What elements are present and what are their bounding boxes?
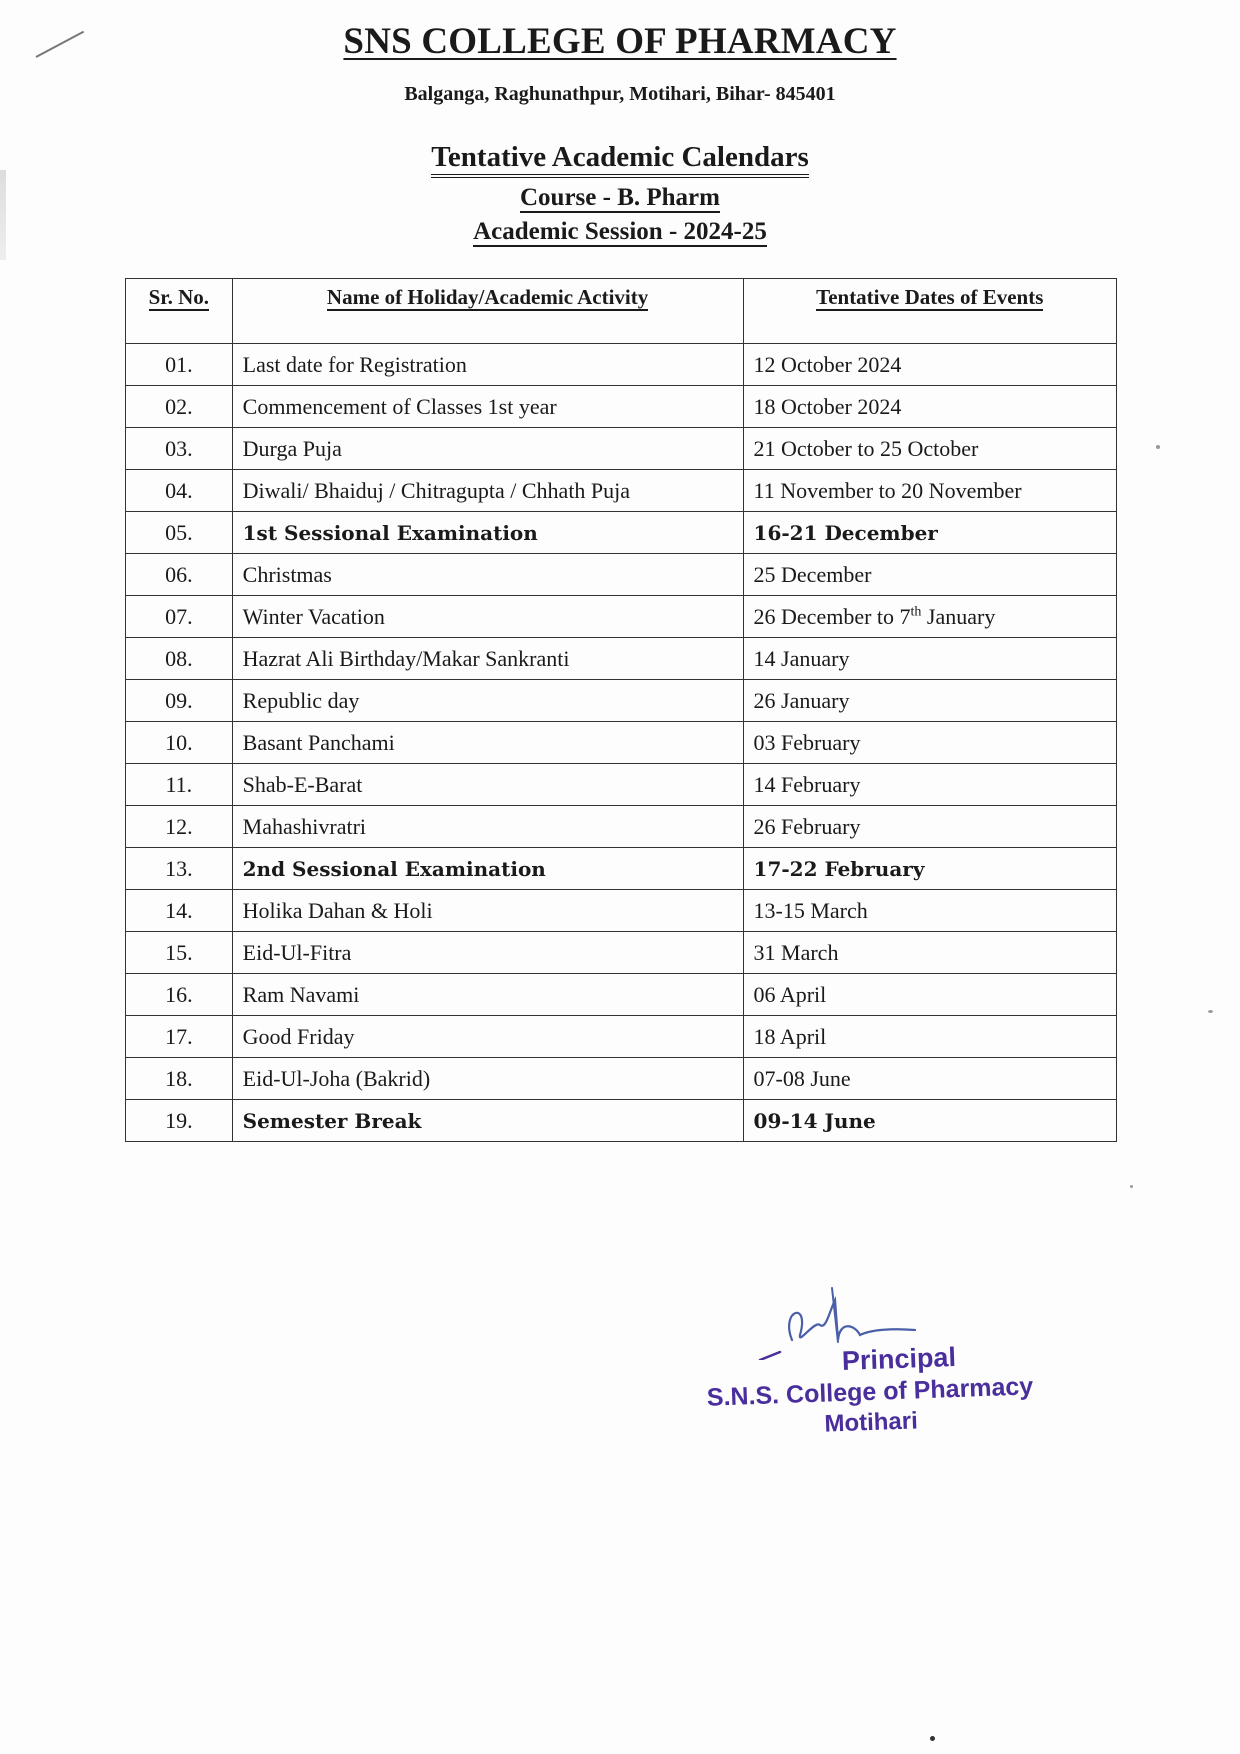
college-name: SNS COLLEGE OF PHARMACY <box>343 21 897 62</box>
table-row <box>126 596 1117 638</box>
table-row <box>126 386 1117 428</box>
table-row <box>126 344 1117 386</box>
row-event-date: 17-22 February <box>743 848 1116 890</box>
row-event-date: 06 April <box>743 974 1116 1016</box>
row-sr-no: 03. <box>126 428 233 470</box>
table-header-row <box>126 279 1117 344</box>
row-event-date: 13-15 March <box>743 890 1116 932</box>
table-row <box>126 638 1117 680</box>
row-event-date: 26 February <box>743 806 1116 848</box>
row-sr-no: 02. <box>126 386 233 428</box>
row-sr-no: 04. <box>126 470 233 512</box>
table-row <box>126 764 1117 806</box>
row-sr-no: 19. <box>126 1100 233 1142</box>
row-activity-name: Mahashivratri <box>232 806 743 848</box>
table-row <box>126 680 1117 722</box>
row-event-date: 03 February <box>743 722 1116 764</box>
row-event-date: 21 October to 25 October <box>743 428 1116 470</box>
scan-speck <box>1130 1185 1133 1188</box>
row-sr-no: 11. <box>126 764 233 806</box>
row-event-date: 07-08 June <box>743 1058 1116 1100</box>
scan-speck <box>1156 445 1160 449</box>
table-row <box>126 974 1117 1016</box>
row-event-date: 26 December to 7th January <box>743 596 1116 638</box>
row-activity-name: Eid-Ul-Joha (Bakrid) <box>232 1058 743 1100</box>
row-sr-no: 08. <box>126 638 233 680</box>
row-activity-name: Eid-Ul-Fitra <box>232 932 743 974</box>
table-row <box>126 1016 1117 1058</box>
calendar-title-text: Tentative Academic Calendars <box>431 141 809 178</box>
scan-speck <box>1208 1010 1213 1013</box>
table-row <box>126 722 1117 764</box>
table-row <box>126 428 1117 470</box>
row-event-date: 18 April <box>743 1016 1116 1058</box>
row-sr-no: 16. <box>126 974 233 1016</box>
table-row <box>126 848 1117 890</box>
row-sr-no: 15. <box>126 932 233 974</box>
table-row <box>126 932 1117 974</box>
principal-stamp <box>698 1339 1041 1443</box>
row-activity-name: Basant Panchami <box>232 722 743 764</box>
college-address: Balganga, Raghunathpur, Motihari, Bihar- 845401 <box>404 83 836 105</box>
session-label-text: Academic Session - 2024-25 <box>473 218 767 245</box>
row-activity-name: Ram Navami <box>232 974 743 1016</box>
course-label <box>0 184 1240 212</box>
row-activity-name: Winter Vacation <box>232 596 743 638</box>
column-header-activity-text: Name of Holiday/Academic Activity <box>326 285 649 309</box>
row-event-date: 12 October 2024 <box>743 344 1116 386</box>
table-row <box>126 1100 1117 1142</box>
row-activity-name: Christmas <box>232 554 743 596</box>
row-sr-no: 13. <box>126 848 233 890</box>
scan-speck <box>930 1736 935 1741</box>
course-label-text: Course - B. Pharm <box>520 184 720 211</box>
table-body <box>126 344 1117 1142</box>
table-row <box>126 890 1117 932</box>
row-event-date: 26 January <box>743 680 1116 722</box>
row-sr-no: 17. <box>126 1016 233 1058</box>
row-activity-name: Shab-E-Barat <box>232 764 743 806</box>
table-row <box>126 806 1117 848</box>
row-event-date: 11 November to 20 November <box>743 470 1116 512</box>
row-sr-no: 14. <box>126 890 233 932</box>
row-sr-no: 07. <box>126 596 233 638</box>
row-sr-no: 06. <box>126 554 233 596</box>
row-sr-no: 01. <box>126 344 233 386</box>
row-event-date: 16-21 December <box>743 512 1116 554</box>
stamp-place: Motihari <box>823 1407 919 1438</box>
row-activity-name: Diwali/ Bhaiduj / Chitragupta / Chhath Puja <box>232 470 743 512</box>
row-activity-name: Holika Dahan & Holi <box>232 890 743 932</box>
row-sr-no: 05. <box>126 512 233 554</box>
table-row <box>126 554 1117 596</box>
row-sr-no: 12. <box>126 806 233 848</box>
row-activity-name: Hazrat Ali Birthday/Makar Sankranti <box>232 638 743 680</box>
column-header-sr-no <box>126 279 233 344</box>
row-event-date: 14 February <box>743 764 1116 806</box>
column-header-sr-no-text: Sr. No. <box>148 285 210 309</box>
row-sr-no: 09. <box>126 680 233 722</box>
academic-calendar-table <box>125 278 1117 1142</box>
table-row <box>126 512 1117 554</box>
row-sr-no: 18. <box>126 1058 233 1100</box>
column-header-dates-text: Tentative Dates of Events <box>816 285 1044 309</box>
row-activity-name: Last date for Registration <box>232 344 743 386</box>
row-event-date: 25 December <box>743 554 1116 596</box>
table-row <box>126 1058 1117 1100</box>
row-event-date: 18 October 2024 <box>743 386 1116 428</box>
calendar-title <box>0 141 1240 174</box>
row-sr-no: 10. <box>126 722 233 764</box>
row-activity-name: 1st Sessional Examination <box>232 512 743 554</box>
stamp-organization: S.N.S. College of Pharmacy <box>706 1372 1034 1412</box>
row-event-date: 14 January <box>743 638 1116 680</box>
row-activity-name: Durga Puja <box>232 428 743 470</box>
row-activity-name: Commencement of Classes 1st year <box>232 386 743 428</box>
row-activity-name: Republic day <box>232 680 743 722</box>
session-label <box>0 218 1240 246</box>
row-event-date: 31 March <box>743 932 1116 974</box>
stamp-title: Principal <box>841 1341 957 1376</box>
row-activity-name: Semester Break <box>232 1100 743 1142</box>
row-activity-name: Good Friday <box>232 1016 743 1058</box>
row-event-date: 09-14 June <box>743 1100 1116 1142</box>
column-header-activity <box>232 279 743 344</box>
table-row <box>126 470 1117 512</box>
row-activity-name: 2nd Sessional Examination <box>232 848 743 890</box>
column-header-dates <box>743 279 1116 344</box>
